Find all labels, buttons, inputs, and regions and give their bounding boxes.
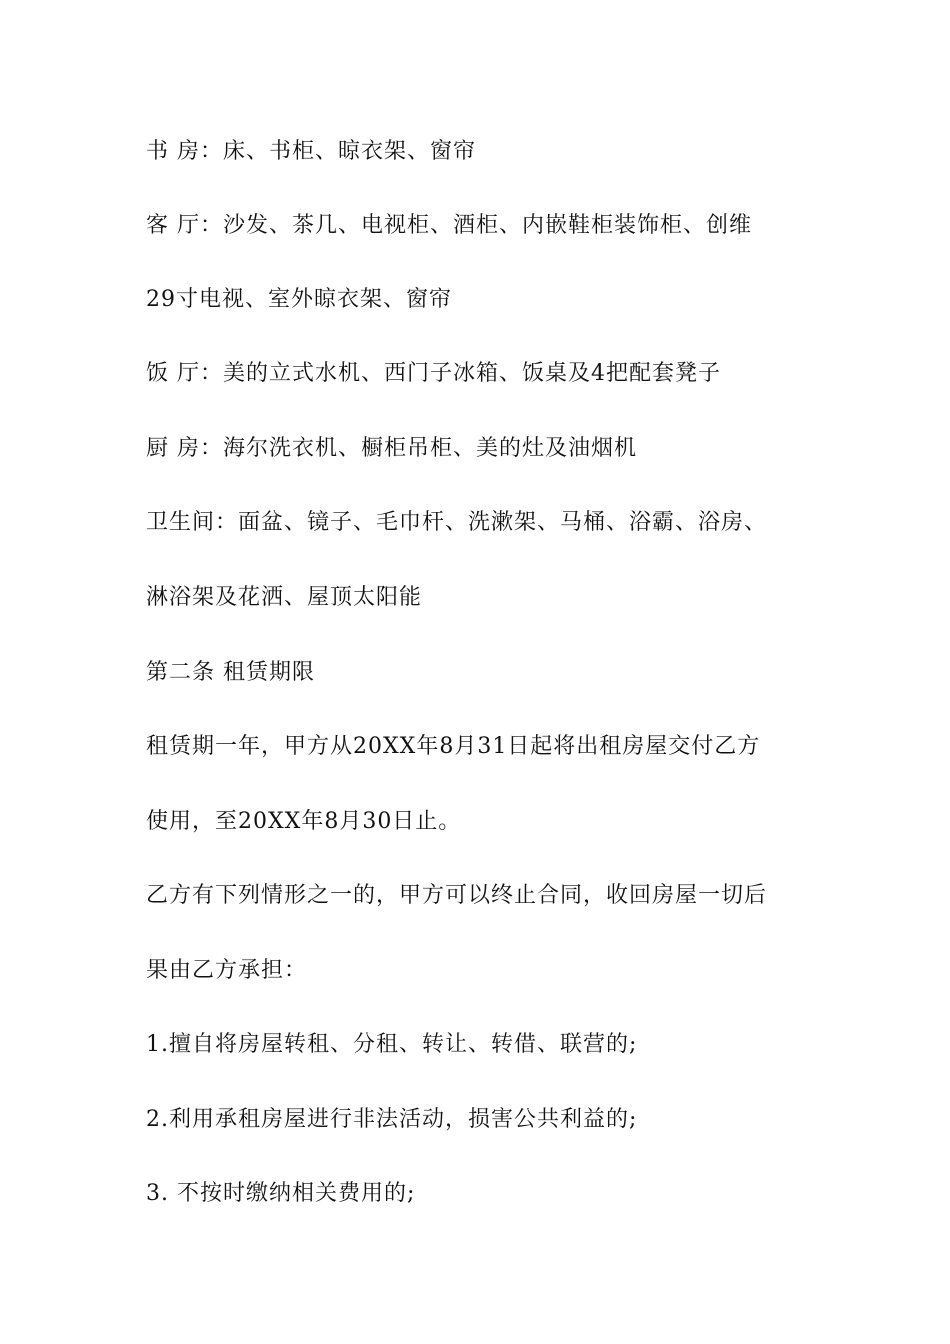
text-line-living-room: 客 厅：沙发、茶几、电视柜、酒柜、内嵌鞋柜装饰柜、创维 [146, 213, 752, 238]
list-item-3: 3. 不按时缴纳相关费用的; [146, 1181, 416, 1206]
text-line-lease-period-cont: 使用，至20XX年8月30日止。 [146, 809, 462, 834]
list-item-1: 1.擅自将房屋转租、分租、转让、转借、联营的; [146, 1032, 638, 1057]
text-line-bathroom: 卫生间：面盆、镜子、毛巾杆、洗漱架、马桶、浴霸、浴房、 [146, 510, 768, 535]
text-line-study-room: 书 房：床、书柜、晾衣架、窗帘 [146, 139, 476, 164]
text-line-dining-room: 饭 厅：美的立式水机、西门子冰箱、饭桌及4把配套凳子 [146, 361, 721, 386]
text-line-termination-conditions: 乙方有下列情形之一的，甲方可以终止合同，收回房屋一切后 [146, 883, 768, 908]
text-line-termination-conditions-cont: 果由乙方承担： [146, 958, 308, 983]
text-line-lease-period: 租赁期一年，甲方从20XX年8月31日起将出租房屋交付乙方 [146, 734, 761, 759]
text-line-kitchen: 厨 房：海尔洗衣机、橱柜吊柜、美的灶及油烟机 [146, 436, 637, 461]
text-line-living-room-cont: 29寸电视、室外晾衣架、窗帘 [146, 287, 452, 312]
text-line-bathroom-cont: 淋浴架及花洒、屋顶太阳能 [146, 585, 423, 610]
list-item-2: 2.利用承租房屋进行非法活动，损害公共利益的; [146, 1107, 638, 1132]
section-heading-lease-term: 第二条 租赁期限 [146, 660, 315, 685]
